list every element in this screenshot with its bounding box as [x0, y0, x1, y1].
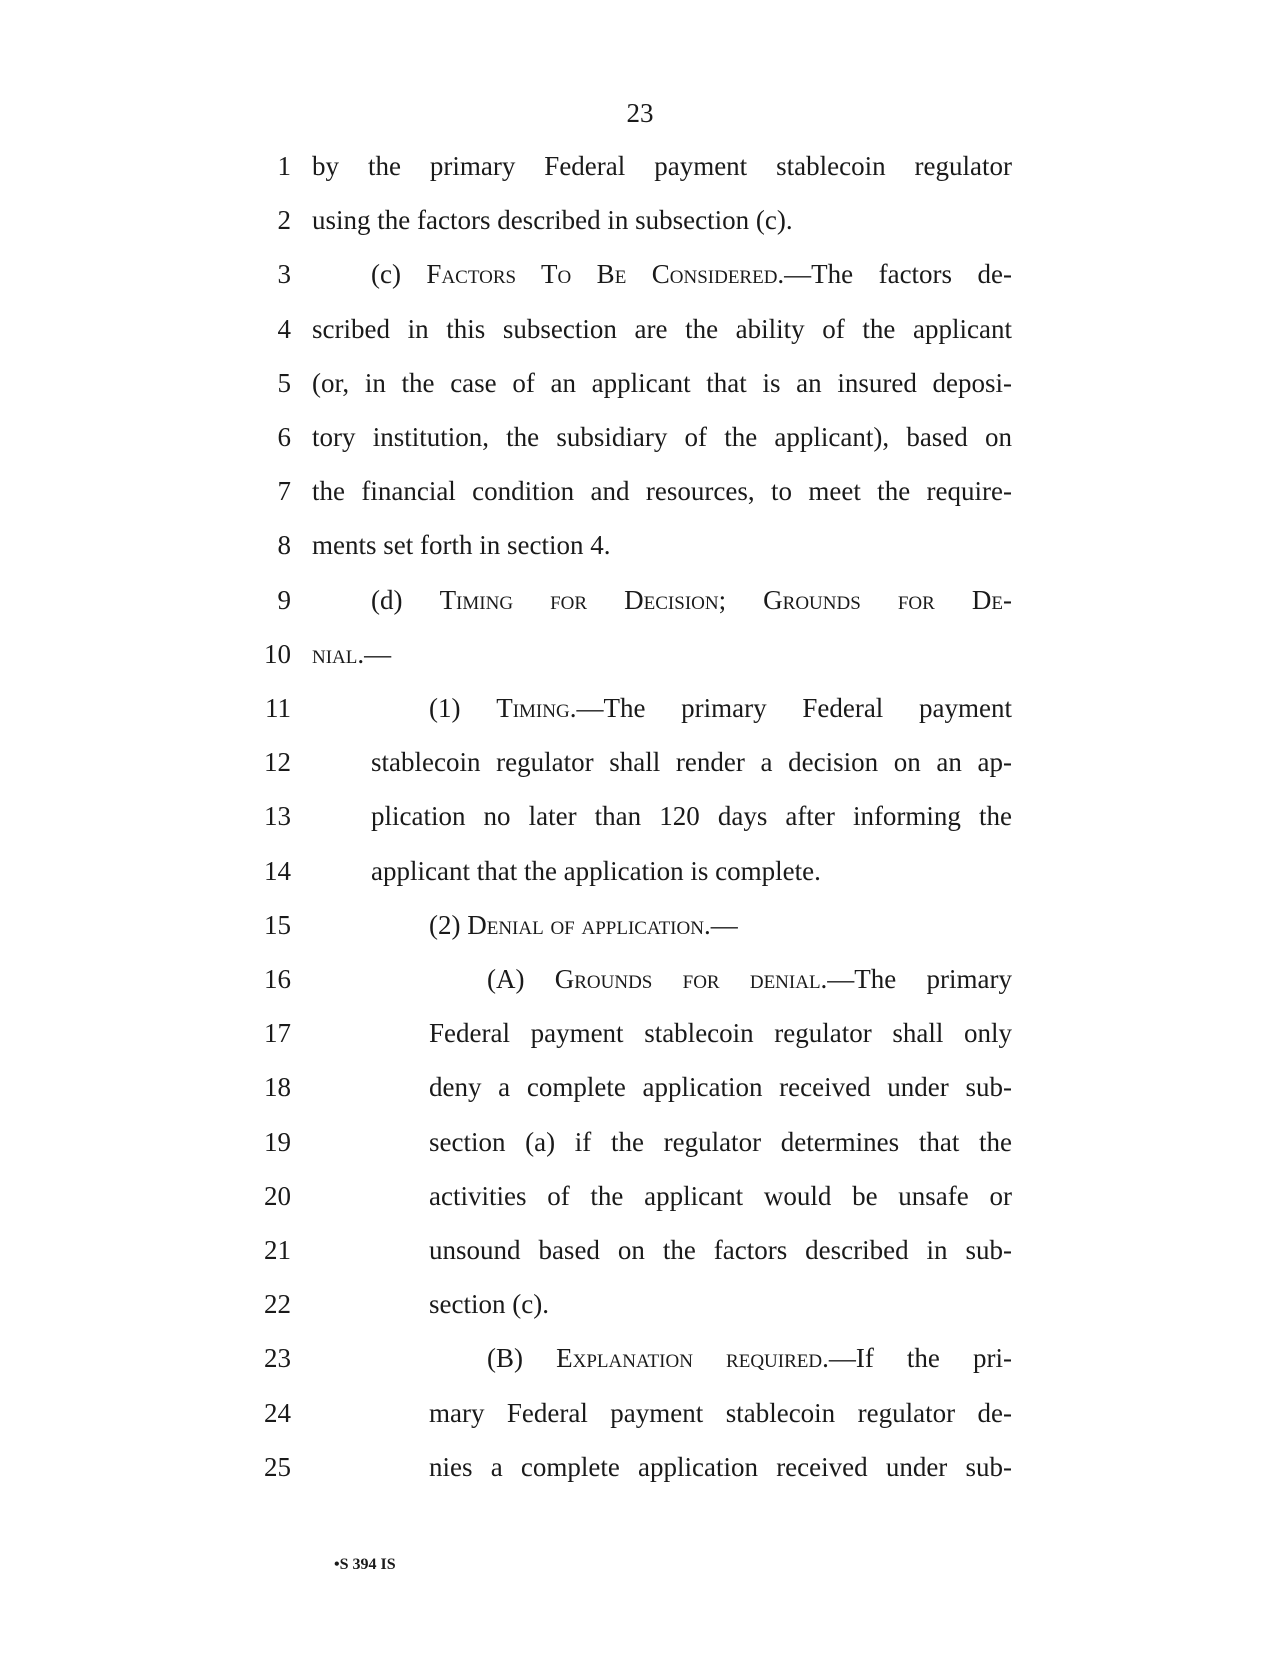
- heading-small-caps: Grounds for denial: [554, 964, 821, 994]
- line-number: 19: [264, 1126, 291, 1157]
- text-run: (B): [487, 1343, 557, 1374]
- heading-small-caps: Timing: [496, 693, 570, 723]
- line-number: 4: [277, 313, 291, 344]
- text-run: nies a complete application received under sub-: [429, 1451, 1012, 1482]
- line-number: 17: [264, 1018, 291, 1049]
- line-number: 3: [277, 259, 291, 290]
- line-text: [429, 1393, 1012, 1433]
- text-run: applicant that the application is complete.: [371, 855, 821, 886]
- line-text: [429, 688, 1012, 728]
- text-line: [0, 146, 1280, 186]
- text-line: [0, 1067, 1280, 1107]
- text-line: [0, 959, 1280, 999]
- line-number: 10: [264, 638, 291, 669]
- text-run: .—: [357, 638, 392, 669]
- line-text: [312, 363, 1012, 403]
- text-line: [0, 525, 1280, 565]
- text-line: [0, 1447, 1280, 1487]
- line-number: 11: [265, 693, 291, 723]
- text-run: Federal payment stablecoin regulator shall only: [429, 1018, 1012, 1049]
- line-text: [312, 309, 1012, 349]
- text-line: [0, 1230, 1280, 1270]
- line-text: [312, 417, 1012, 457]
- line-number: 14: [264, 855, 291, 886]
- line-text: [429, 905, 738, 945]
- text-line: [0, 200, 1280, 240]
- line-text: [487, 1338, 1012, 1378]
- text-run: section (c).: [429, 1289, 549, 1320]
- line-number: 21: [264, 1235, 291, 1265]
- text-run: the financial condition and resources, to meet the require-: [312, 476, 1012, 507]
- text-line: [0, 1393, 1280, 1433]
- line-number: 23: [264, 1343, 291, 1374]
- text-run: tory institution, the subsidiary of the applicant), based on: [312, 422, 1012, 452]
- line-text: [312, 200, 793, 240]
- text-run: (or, in the case of an applicant that is an insured deposi-: [312, 367, 1012, 398]
- heading-small-caps: Timing for Decision; Grounds for De: [439, 584, 1004, 615]
- line-text: [371, 742, 1012, 782]
- line-number: 25: [264, 1451, 291, 1482]
- line-number: 8: [277, 530, 291, 561]
- line-text: [312, 146, 1012, 186]
- text-run: .—If the pri-: [822, 1343, 1013, 1374]
- line-number: 24: [264, 1397, 291, 1428]
- text-run: using the factors described in subsection (c).: [312, 205, 793, 236]
- text-line: [0, 417, 1280, 457]
- text-line: [0, 254, 1280, 294]
- text-run: unsound based on the factors described in sub-: [429, 1235, 1012, 1265]
- line-text: [429, 1176, 1012, 1216]
- text-run: mary Federal payment stablecoin regulator de-: [429, 1397, 1012, 1428]
- line-text: [429, 1067, 1012, 1107]
- line-text: [371, 580, 1012, 620]
- text-line: [0, 1122, 1280, 1162]
- text-run: stablecoin regulator shall render a decision on an ap-: [371, 747, 1012, 778]
- line-number: 9: [277, 584, 291, 615]
- text-line: [0, 580, 1280, 620]
- line-text: [371, 851, 821, 891]
- line-number: 16: [264, 964, 291, 994]
- text-line: [0, 851, 1280, 891]
- text-line: [0, 1338, 1280, 1378]
- line-number: 1: [277, 151, 291, 181]
- line-text: [487, 959, 1012, 999]
- text-line: [0, 742, 1280, 782]
- text-run: section (a) if the regulator determines that the: [429, 1126, 1012, 1157]
- text-run: .—The factors de-: [777, 259, 1012, 290]
- line-text: [429, 1122, 1012, 1162]
- text-run: (c): [371, 259, 427, 290]
- heading-small-caps: Denial of application: [467, 909, 704, 940]
- text-run: ments set forth in section 4.: [312, 530, 611, 561]
- text-run: deny a complete application received under sub-: [429, 1072, 1012, 1103]
- text-line: [0, 634, 1280, 674]
- line-number: 2: [277, 205, 291, 236]
- text-run: scribed in this subsection are the ability of the applicant: [312, 313, 1012, 344]
- line-text: [312, 634, 391, 674]
- text-run: -: [1003, 584, 1013, 615]
- line-number: 6: [277, 422, 291, 452]
- line-text: [371, 254, 1012, 294]
- text-run: (A): [487, 964, 555, 994]
- line-text: [429, 1284, 549, 1324]
- heading-small-caps: nial: [312, 638, 358, 669]
- heading-small-caps: Factors To Be Considered: [426, 259, 778, 290]
- line-number: 22: [264, 1289, 291, 1320]
- text-line: [0, 363, 1280, 403]
- text-line: [0, 905, 1280, 945]
- text-line: [0, 1284, 1280, 1324]
- line-text: [371, 796, 1012, 836]
- text-run: activities of the applicant would be unsafe or: [429, 1180, 1012, 1211]
- bill-identifier-footer: •S 394 IS: [334, 1556, 396, 1573]
- line-number: 13: [264, 801, 291, 832]
- text-run: by the primary Federal payment stablecoin regulator: [312, 151, 1012, 181]
- text-run: (1): [429, 693, 497, 723]
- line-text: [429, 1230, 1012, 1270]
- page-number: 23: [626, 98, 654, 128]
- text-line: [0, 688, 1280, 728]
- text-run: plication no later than 120 days after informing the: [371, 801, 1012, 832]
- text-line: [0, 1013, 1280, 1053]
- heading-small-caps: Explanation required: [556, 1343, 823, 1374]
- line-number: 12: [264, 747, 291, 778]
- text-line: [0, 796, 1280, 836]
- line-number: 7: [277, 476, 291, 507]
- line-number: 5: [277, 367, 291, 398]
- line-text: [312, 525, 610, 565]
- line-text: [312, 471, 1012, 511]
- text-run: (d): [371, 584, 440, 615]
- text-line: [0, 1176, 1280, 1216]
- line-number: 18: [264, 1072, 291, 1103]
- text-line: [0, 471, 1280, 511]
- line-text: [429, 1447, 1012, 1487]
- line-text: [429, 1013, 1012, 1053]
- line-number: 20: [264, 1180, 291, 1211]
- line-number: 15: [264, 909, 291, 940]
- text-run: .—: [703, 909, 738, 940]
- text-line: [0, 309, 1280, 349]
- text-run: (2): [429, 909, 468, 940]
- text-run: .—The primary Federal payment: [569, 693, 1012, 723]
- text-run: .—The primary: [820, 964, 1012, 994]
